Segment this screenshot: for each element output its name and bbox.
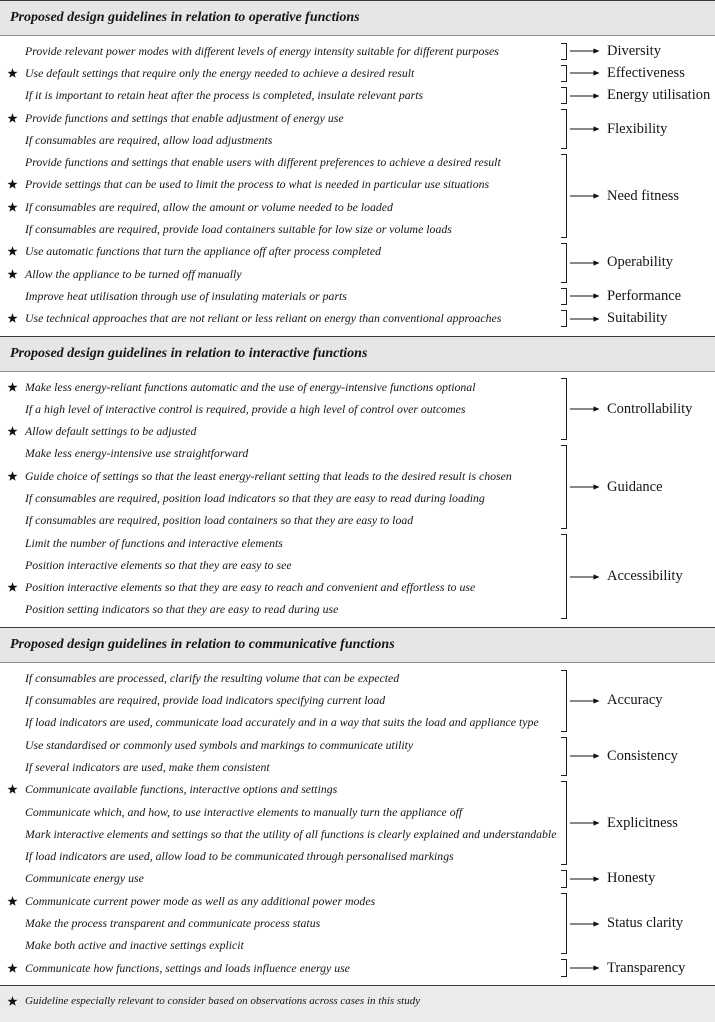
guideline-group bbox=[0, 443, 715, 532]
right-arrow-icon bbox=[567, 85, 603, 107]
star-icon bbox=[7, 68, 18, 79]
star-icon bbox=[7, 582, 18, 593]
guideline-list bbox=[0, 779, 561, 868]
guideline-row bbox=[0, 129, 561, 151]
category-label: Explicitness bbox=[607, 814, 678, 831]
category-label: Energy utilisation bbox=[607, 87, 711, 104]
section-title: Proposed design guidelines in relation to operative functions bbox=[0, 0, 715, 36]
guideline-row bbox=[0, 801, 561, 823]
guideline-row bbox=[0, 779, 561, 801]
guideline-row bbox=[0, 846, 561, 868]
star-icon bbox=[7, 426, 18, 437]
right-arrow-icon bbox=[567, 241, 603, 286]
guideline-row bbox=[0, 689, 561, 711]
guideline-list bbox=[0, 532, 561, 621]
guideline-text: Use standardised or commonly used symbols and markings to communicate utility bbox=[25, 737, 414, 752]
guideline-text: Provide relevant power modes with different levels of energy intensity suitable for different purposes bbox=[25, 43, 499, 58]
marker-cell bbox=[0, 426, 25, 437]
guideline-row bbox=[0, 599, 561, 621]
table-footnote bbox=[0, 985, 715, 1022]
guideline-row bbox=[0, 532, 561, 554]
section-body bbox=[0, 36, 715, 336]
guideline-list bbox=[0, 62, 561, 84]
guideline-row bbox=[0, 487, 561, 509]
category-label: Need fitness bbox=[607, 187, 680, 204]
guideline-text: If consumables are processed, clarify the resulting volume that can be expected bbox=[25, 670, 400, 685]
marker-cell bbox=[0, 896, 25, 907]
guideline-text: Provide settings that can be used to limit the process to what is needed in particular use situations bbox=[25, 177, 490, 192]
guideline-list bbox=[0, 890, 561, 957]
right-arrow-icon bbox=[567, 107, 603, 152]
guideline-row bbox=[0, 107, 561, 129]
guideline-group bbox=[0, 532, 715, 621]
guideline-list bbox=[0, 85, 561, 107]
guideline-list bbox=[0, 308, 561, 330]
guideline-row bbox=[0, 465, 561, 487]
guideline-text: Use technical approaches that are not reliant or less reliant on energy than conventional approaches bbox=[25, 311, 502, 326]
star-icon bbox=[7, 784, 18, 795]
category-label: Transparency bbox=[607, 959, 686, 976]
guideline-row bbox=[0, 263, 561, 285]
guideline-text: Improve heat utilisation through use of insulating materials or parts bbox=[25, 288, 347, 303]
star-icon bbox=[7, 471, 18, 482]
guideline-row bbox=[0, 174, 561, 196]
category-label: Operability bbox=[607, 254, 674, 271]
guideline-text: Communicate which, and how, to use interactive elements to manually turn the appliance off bbox=[25, 804, 463, 819]
star-icon bbox=[7, 246, 18, 257]
guideline-text: Communicate available functions, interactive options and settings bbox=[25, 782, 338, 797]
guideline-section bbox=[0, 627, 715, 985]
guideline-list bbox=[0, 376, 561, 443]
guideline-text: Make both active and inactive settings explicit bbox=[25, 938, 244, 953]
guideline-group bbox=[0, 62, 715, 84]
right-arrow-icon bbox=[567, 868, 603, 890]
category-label: Status clarity bbox=[607, 915, 684, 932]
guideline-text: Position setting indicators so that they are easy to read during use bbox=[25, 602, 339, 617]
section-title: Proposed design guidelines in relation to communicative functions bbox=[0, 627, 715, 663]
guideline-text: If a high level of interactive control is required, provide a high level of control over outcomes bbox=[25, 401, 466, 416]
marker-cell bbox=[0, 313, 25, 324]
right-arrow-icon bbox=[567, 957, 603, 979]
marker-cell bbox=[0, 382, 25, 393]
guideline-text: Use automatic functions that turn the appliance off after process completed bbox=[25, 244, 382, 259]
right-arrow-icon bbox=[567, 532, 603, 621]
guideline-text: If consumables are required, provide load indicators specifying current load bbox=[25, 693, 386, 708]
section-body bbox=[0, 372, 715, 627]
right-arrow-icon bbox=[567, 40, 603, 62]
category-label: Controllability bbox=[607, 400, 693, 417]
guideline-row bbox=[0, 241, 561, 263]
guideline-text: Mark interactive elements and settings so that the utility of all functions is clearly explained and understandable bbox=[25, 826, 557, 841]
guideline-section bbox=[0, 0, 715, 336]
guideline-group bbox=[0, 890, 715, 957]
guideline-row bbox=[0, 151, 561, 173]
category-label: Guidance bbox=[607, 478, 663, 495]
category-label: Honesty bbox=[607, 870, 656, 887]
category-label: Performance bbox=[607, 287, 682, 304]
guideline-text: Position interactive elements so that they are easy to reach and convenient and effortless to use bbox=[25, 580, 476, 595]
guideline-text: If consumables are required, position load indicators so that they are easy to read during loading bbox=[25, 490, 485, 505]
guideline-row bbox=[0, 554, 561, 576]
guideline-row bbox=[0, 40, 561, 62]
marker-cell bbox=[0, 582, 25, 593]
right-arrow-icon bbox=[567, 443, 603, 532]
guideline-group bbox=[0, 957, 715, 979]
guideline-row bbox=[0, 398, 561, 420]
category-label: Accuracy bbox=[607, 692, 663, 709]
guideline-row bbox=[0, 935, 561, 957]
guideline-text: If it is important to retain heat after the process is completed, insulate relevant parts bbox=[25, 88, 424, 103]
right-arrow-icon bbox=[567, 779, 603, 868]
guideline-row bbox=[0, 376, 561, 398]
guideline-row bbox=[0, 218, 561, 240]
guideline-row bbox=[0, 62, 561, 84]
guideline-group bbox=[0, 308, 715, 330]
guideline-text: Communicate how functions, settings and loads influence energy use bbox=[25, 960, 350, 975]
guideline-text: Allow the appliance to be turned off manually bbox=[25, 266, 242, 281]
guideline-text: Communicate current power mode as well as any additional power modes bbox=[25, 893, 376, 908]
guideline-text: Provide functions and settings that enable users with different preferences to achieve a desired result bbox=[25, 155, 501, 170]
guideline-row bbox=[0, 308, 561, 330]
guideline-row bbox=[0, 712, 561, 734]
guideline-text: If consumables are required, allow the amount or volume needed to be loaded bbox=[25, 199, 393, 214]
guideline-text: If consumables are required, provide load containers suitable for low size or volume loads bbox=[25, 222, 452, 237]
guideline-text: If consumables are required, allow load adjustments bbox=[25, 132, 273, 147]
guideline-text: Use default settings that require only the energy needed to achieve a desired result bbox=[25, 65, 415, 80]
guideline-group bbox=[0, 667, 715, 734]
category-label: Accessibility bbox=[607, 568, 683, 585]
guideline-text: Allow default settings to be adjusted bbox=[25, 424, 197, 439]
guideline-group bbox=[0, 40, 715, 62]
right-arrow-icon bbox=[567, 890, 603, 957]
star-icon bbox=[0, 995, 25, 1008]
guideline-row bbox=[0, 868, 561, 890]
guideline-row bbox=[0, 667, 561, 689]
guideline-row bbox=[0, 196, 561, 218]
guideline-row bbox=[0, 510, 561, 532]
guideline-list bbox=[0, 107, 561, 152]
guideline-row bbox=[0, 420, 561, 442]
guideline-row bbox=[0, 734, 561, 756]
guideline-text: If several indicators are used, make them consistent bbox=[25, 759, 270, 774]
star-icon bbox=[7, 313, 18, 324]
right-arrow-icon bbox=[567, 62, 603, 84]
right-arrow-icon bbox=[567, 151, 603, 240]
guideline-row bbox=[0, 890, 561, 912]
category-label: Consistency bbox=[607, 747, 678, 764]
guideline-text: Make less energy-intensive use straightforward bbox=[25, 446, 249, 461]
right-arrow-icon bbox=[567, 376, 603, 443]
guideline-group bbox=[0, 241, 715, 286]
guideline-row bbox=[0, 577, 561, 599]
guideline-group bbox=[0, 85, 715, 107]
guideline-row bbox=[0, 85, 561, 107]
guideline-list bbox=[0, 957, 561, 979]
star-icon bbox=[7, 269, 18, 280]
guideline-text: Guide choice of settings so that the least energy-reliant setting that leads to the desired result is chosen bbox=[25, 468, 512, 483]
star-icon bbox=[7, 382, 18, 393]
guideline-list bbox=[0, 285, 561, 307]
category-label: Suitability bbox=[607, 310, 668, 327]
category-label: Diversity bbox=[607, 42, 661, 59]
guideline-text: If consumables are required, position load containers so that they are easy to load bbox=[25, 513, 414, 528]
star-icon bbox=[7, 179, 18, 190]
guideline-group bbox=[0, 376, 715, 443]
guideline-text: If load indicators are used, communicate load accurately and in a way that suits the load and appliance type bbox=[25, 715, 539, 730]
marker-cell bbox=[0, 179, 25, 190]
guideline-row bbox=[0, 912, 561, 934]
guideline-row bbox=[0, 285, 561, 307]
guideline-list bbox=[0, 151, 561, 240]
guideline-text: Provide functions and settings that enable adjustment of energy use bbox=[25, 110, 344, 125]
star-icon bbox=[7, 963, 18, 974]
guideline-list bbox=[0, 868, 561, 890]
guideline-text: If load indicators are used, allow load to be communicated through personalised markings bbox=[25, 849, 454, 864]
guideline-row bbox=[0, 823, 561, 845]
footnote-text: Guideline especially relevant to consider based on observations across cases in this study bbox=[25, 995, 421, 1008]
guideline-text: Limit the number of functions and interactive elements bbox=[25, 535, 283, 550]
star-icon bbox=[7, 202, 18, 213]
guideline-text: Position interactive elements so that they are easy to see bbox=[25, 557, 292, 572]
section-body bbox=[0, 663, 715, 985]
guideline-section bbox=[0, 336, 715, 627]
guideline-list bbox=[0, 241, 561, 286]
guideline-list bbox=[0, 443, 561, 532]
guideline-list bbox=[0, 40, 561, 62]
marker-cell bbox=[0, 784, 25, 795]
guideline-group bbox=[0, 779, 715, 868]
guideline-text: Communicate energy use bbox=[25, 871, 144, 886]
guideline-list bbox=[0, 734, 561, 779]
marker-cell bbox=[0, 471, 25, 482]
marker-cell bbox=[0, 202, 25, 213]
guideline-group bbox=[0, 285, 715, 307]
guideline-group bbox=[0, 734, 715, 779]
marker-cell bbox=[0, 269, 25, 280]
guideline-list bbox=[0, 667, 561, 734]
section-title: Proposed design guidelines in relation to interactive functions bbox=[0, 336, 715, 372]
category-label: Flexibility bbox=[607, 120, 668, 137]
guideline-row bbox=[0, 756, 561, 778]
guideline-row bbox=[0, 957, 561, 979]
star-icon bbox=[7, 896, 18, 907]
marker-cell bbox=[0, 113, 25, 124]
right-arrow-icon bbox=[567, 667, 603, 734]
guideline-group bbox=[0, 151, 715, 240]
guideline-text: Make the process transparent and communicate process status bbox=[25, 916, 321, 931]
guideline-text: Make less energy-reliant functions automatic and the use of energy-intensive functions optional bbox=[25, 379, 476, 394]
category-label: Effectiveness bbox=[607, 64, 685, 81]
guideline-group bbox=[0, 868, 715, 890]
right-arrow-icon bbox=[567, 308, 603, 330]
guideline-group bbox=[0, 107, 715, 152]
star-icon bbox=[7, 113, 18, 124]
right-arrow-icon bbox=[567, 285, 603, 307]
marker-cell bbox=[0, 963, 25, 974]
guideline-row bbox=[0, 443, 561, 465]
right-arrow-icon bbox=[567, 734, 603, 779]
marker-cell bbox=[0, 68, 25, 79]
marker-cell bbox=[0, 246, 25, 257]
